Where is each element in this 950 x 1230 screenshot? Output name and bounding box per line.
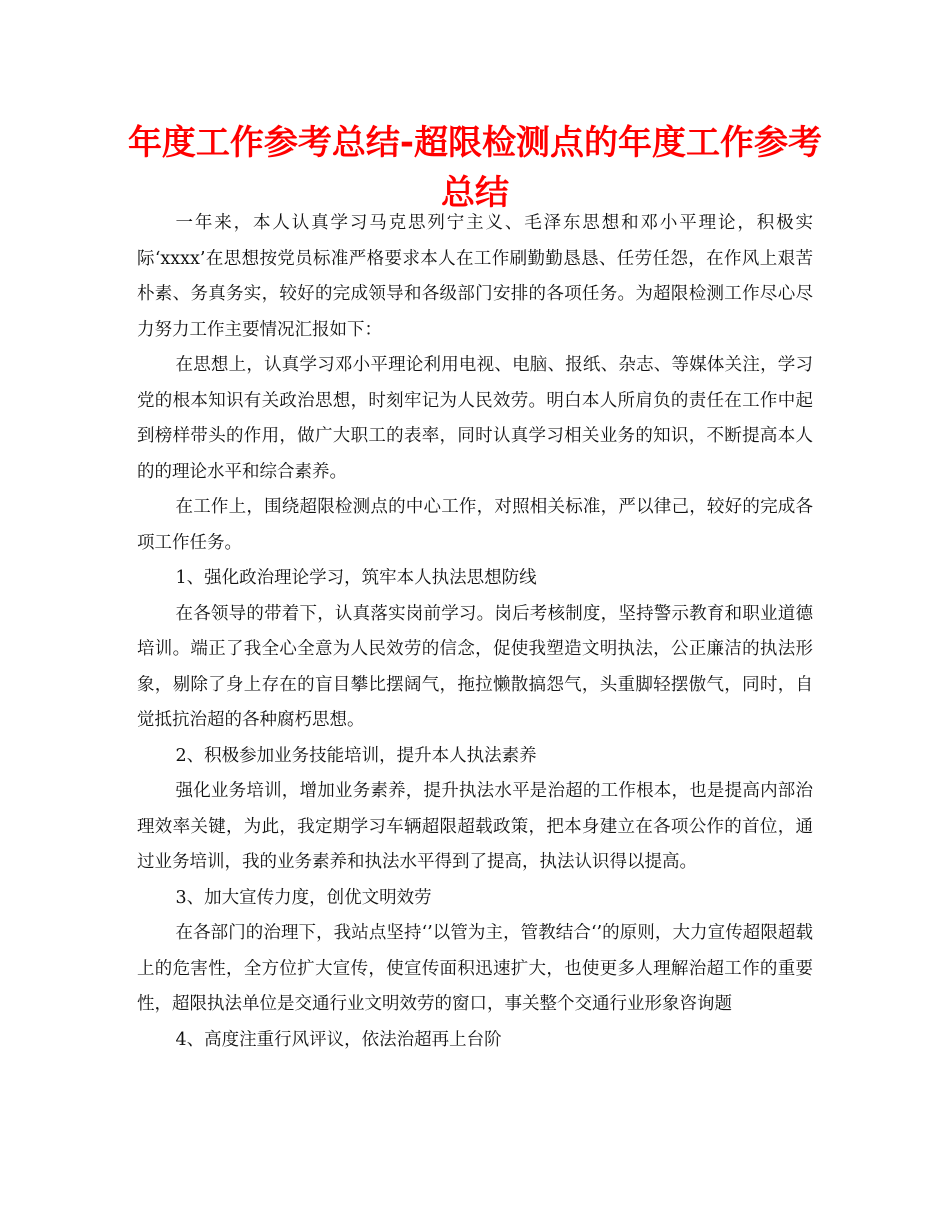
paragraph-intro: 一年来，本人认真学习马克思列宁主义、毛泽东思想和邓小平理论，积极实际‘xxxx’在思想按党员标准严格要求本人在工作刷勤勤恳恳、任劳任怨，在作风上艰苦朴素、务真务实，较好的完成领导和各级部门安排的各项任务。为超限检测工作尽心尽力努力工作主要情况汇报如下：	[137, 213, 813, 340]
section-heading-1: 1、强化政治理论学习，筑牢本人执法思想防线	[175, 568, 537, 588]
section-heading-3: 3、加大宣传力度，创优文明效劳	[175, 887, 432, 908]
section-heading-2: 2、积极参加业务技能培训，提升本人执法素养	[175, 745, 537, 766]
paragraph-section-1: 在各领导的带着下，认真落实岗前学习。岗后考核制度，坚持警示教育和职业道德培训。端正了我全心全意为人民效劳的信念，促使我塑造文明执法，公正廉洁的执法形象，剔除了身上存在的盲目攀比摆阔气，拖拉懒散搞怨气，头重脚轻摆傲气，同时，自觉抵抗治超的各种腐朽思想。	[137, 603, 813, 730]
paragraph-section-2: 强化业务培训，增加业务素养，提升执法水平是治超的工作根本，也是提高内部治理效率关键，为此，我定期学习车辆超限超载政策，把本身建立在各项公作的首位，通过业务培训，我的业务素养和执法水平得到了提高，执法认识得以提高。	[137, 781, 813, 872]
paragraph-section-3: 在各部门的治理下，我站点坚持‘’以管为主，管教结合‘’的原则，大力宣传超限超载上的危害性，全方位扩大宣传，使宣传面积迅速扩大，也使更多人理解治超工作的重要性，超限执法单位是交通行业文明效劳的窗口，事关整个交通行业形象咨询题	[137, 923, 813, 1014]
paragraph-ideology: 在思想上，认真学习邓小平理论利用电视、电脑、报纸、杂志、等媒体关注，学习党的根本知识有关政治思想，时刻牢记为人民效劳。明白本人所肩负的责任在工作中起到榜样带头的作用，做广大职工的表率，同时认真学习相关业务的知识，不断提高本人的的理论水平和综合素养。	[137, 355, 813, 482]
document-body	[137, 206, 813, 1058]
paragraph-work: 在工作上，围绕超限检测点的中心工作，对照相关标准，严以律己，较好的完成各项工作任务。	[137, 497, 813, 553]
section-heading-4: 4、高度注重行风评议，依法治超再上台阶	[175, 1029, 502, 1050]
document-title: 年度工作参考总结-超限检测点的年度工作参考总结	[127, 123, 823, 213]
